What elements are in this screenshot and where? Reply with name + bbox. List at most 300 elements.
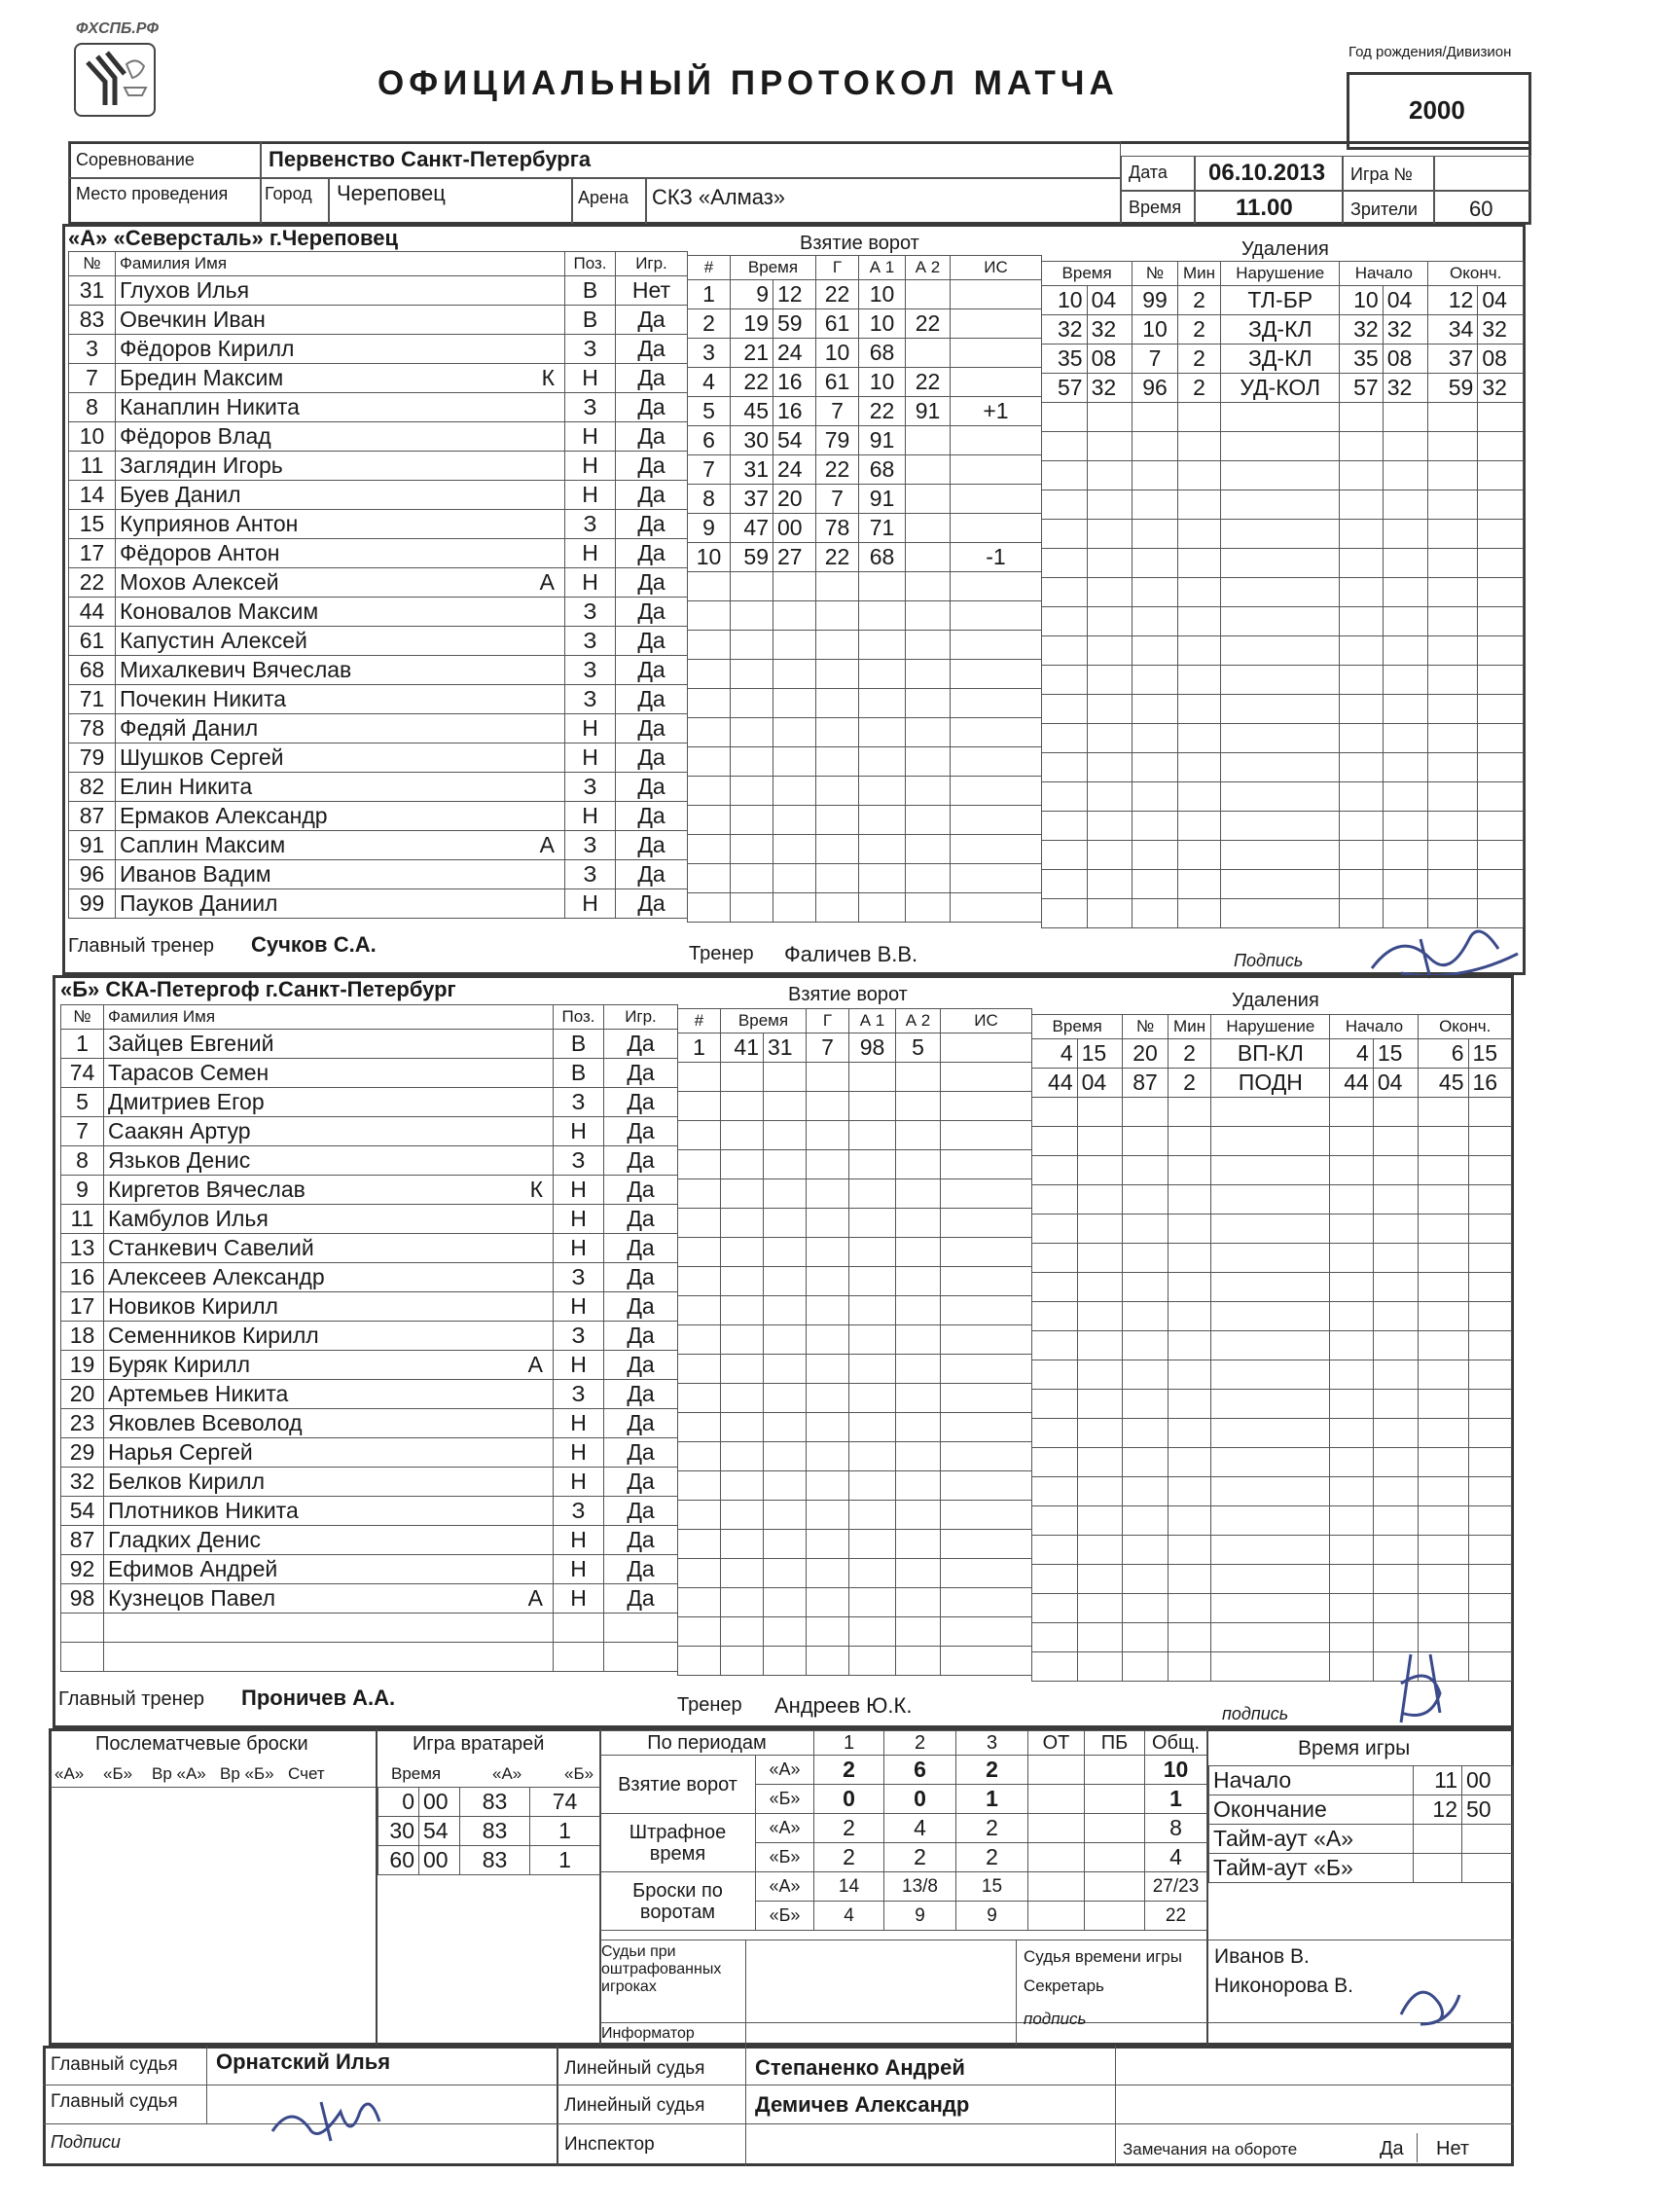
period-col: ПБ — [1085, 1731, 1145, 1756]
empty-row — [678, 1471, 1032, 1501]
player-number: 14 — [69, 481, 116, 510]
goal-second: 24 — [773, 339, 816, 368]
linesman-label-2: Линейный судья — [564, 2095, 705, 2116]
penalty-second: 32 — [1087, 315, 1133, 344]
linesman-2: Демичев Александр — [755, 2092, 970, 2117]
penalty-end-minute: 12 — [1428, 286, 1478, 315]
player-name: Тарасов Семен — [108, 1060, 270, 1085]
goal-minute: 21 — [731, 339, 773, 368]
pen-col-p_viol: Нарушение — [1211, 1015, 1330, 1039]
player-name: Гладких Денис — [108, 1527, 262, 1552]
player-name: Федяй Данил — [120, 715, 259, 741]
col-name: Фамилия Имя — [116, 252, 565, 276]
team-a-roster — [68, 251, 688, 919]
player-name-cell — [104, 1526, 554, 1555]
empty-row — [1032, 1565, 1512, 1594]
empty-row — [688, 747, 1042, 777]
team-b-signature-label: подпись — [1222, 1704, 1289, 1723]
player-played: Да — [616, 539, 688, 568]
player-number: 10 — [69, 422, 116, 452]
empty-row — [1042, 695, 1524, 724]
period-value — [1028, 1814, 1085, 1843]
player-row — [69, 598, 688, 627]
competition-label: Соревнование — [76, 150, 195, 169]
start-minute: 00 — [1462, 1766, 1513, 1795]
penalty-duration: 2 — [1177, 286, 1220, 315]
player-name-cell — [104, 1234, 554, 1263]
period-value — [1028, 1756, 1085, 1785]
player-number: 1 — [61, 1030, 104, 1059]
player-played: Да — [604, 1117, 678, 1146]
goal-row — [688, 397, 1042, 426]
player-played: Да — [616, 831, 688, 860]
player-name-cell — [116, 889, 565, 919]
period-value: 2 — [814, 1814, 884, 1843]
game-time-table — [1208, 1765, 1513, 1883]
penalty-player: 20 — [1123, 1039, 1169, 1069]
penalty-violation: ЗД-КЛ — [1221, 315, 1340, 344]
goal-minute: 41 — [721, 1033, 764, 1063]
player-played: Да — [604, 1234, 678, 1263]
player-name: Куприянов Антон — [120, 511, 299, 536]
empty-row — [678, 1296, 1032, 1325]
player-name: Яковлев Всеволод — [108, 1410, 303, 1435]
player-name: Кузнецов Павел — [108, 1585, 275, 1611]
goal-assist-2 — [906, 426, 951, 455]
goal-strength — [951, 280, 1042, 309]
goal-scorer: 22 — [816, 455, 859, 485]
player-name-cell — [116, 393, 565, 422]
player-played: Да — [604, 1584, 678, 1614]
period-value: 1 — [1145, 1785, 1207, 1814]
penalty-start-minute: 35 — [1340, 344, 1383, 374]
player-position: Н — [565, 481, 616, 510]
empty-row — [1042, 812, 1524, 841]
linesman-1: Степаненко Андрей — [755, 2055, 965, 2080]
penalty-row — [1042, 344, 1524, 374]
date-label: Дата — [1129, 163, 1168, 182]
player-row — [61, 1205, 678, 1234]
penalty-player: 10 — [1133, 315, 1178, 344]
goalie-second: 54 — [419, 1817, 460, 1846]
player-number: 82 — [69, 773, 116, 802]
goalies-columns — [378, 1761, 599, 1787]
goals-col-g_g: Г — [807, 1009, 849, 1033]
player-number: 18 — [61, 1322, 104, 1351]
player-played: Да — [604, 1263, 678, 1292]
empty-row — [688, 835, 1042, 864]
penalty-start-second: 04 — [1373, 1069, 1419, 1098]
player-position: З — [554, 1088, 604, 1117]
penalty-duration: 2 — [1177, 374, 1220, 403]
player-row — [69, 627, 688, 656]
player-position: Н — [554, 1526, 604, 1555]
goal-scorer: 22 — [816, 543, 859, 572]
goal-second: 20 — [773, 485, 816, 514]
player-played: Да — [604, 1409, 678, 1438]
period-value — [1085, 1872, 1145, 1902]
period-value: 2 — [814, 1756, 884, 1785]
player-name: Саплин Максим — [120, 832, 286, 857]
goals-col-g_a2: А 2 — [906, 256, 951, 280]
player-number: 98 — [61, 1584, 104, 1614]
player-played: Да — [616, 743, 688, 773]
player-played: Да — [604, 1468, 678, 1497]
period-value — [1085, 1902, 1145, 1931]
player-name: Буряк Кирилл — [108, 1352, 250, 1377]
empty-row — [678, 1238, 1032, 1267]
timekeeper-value: Иванов В. — [1214, 1945, 1310, 1968]
team-b-goals-title: Взятие ворот — [788, 984, 908, 1005]
player-name-cell — [116, 685, 565, 714]
player-name: Артемьев Никита — [108, 1381, 289, 1406]
player-name-cell — [104, 1555, 554, 1584]
player-played: Да — [616, 714, 688, 743]
goal-second: 54 — [773, 426, 816, 455]
penalty-second: 32 — [1087, 374, 1133, 403]
empty-row — [1032, 1244, 1512, 1273]
player-played: Да — [604, 1555, 678, 1584]
goal-minute: 22 — [731, 368, 773, 397]
goals-col-g_time: Время — [731, 256, 816, 280]
goalie-team-b: 1 — [530, 1817, 600, 1846]
goalie-team-a: 83 — [460, 1846, 530, 1875]
player-number: 9 — [61, 1176, 104, 1205]
player-name: Семенников Кирилл — [108, 1323, 319, 1348]
penalty-duration: 2 — [1177, 344, 1220, 374]
empty-row — [678, 1617, 1032, 1647]
penalty-start-second: 04 — [1383, 286, 1428, 315]
player-name-cell — [104, 1176, 554, 1205]
player-position: Н — [554, 1117, 604, 1146]
player-name-cell — [116, 568, 565, 598]
player-name-cell — [116, 481, 565, 510]
player-role: А — [527, 1585, 543, 1611]
col-num: № — [61, 1005, 104, 1030]
player-position: З — [554, 1322, 604, 1351]
player-name-cell — [116, 627, 565, 656]
player-number: 87 — [69, 802, 116, 831]
player-row — [69, 335, 688, 364]
team-a-penalties-title: Удаления — [1241, 238, 1329, 260]
team-b-coach-label: Тренер — [677, 1694, 742, 1716]
spectators-label: Зрители — [1350, 199, 1418, 219]
penalty-second: 04 — [1077, 1069, 1123, 1098]
period-value — [1028, 1872, 1085, 1902]
player-number: 87 — [61, 1526, 104, 1555]
goal-assist-2: 22 — [906, 368, 951, 397]
player-number: 7 — [61, 1117, 104, 1146]
player-role: А — [539, 569, 555, 595]
player-name-cell — [104, 1322, 554, 1351]
player-name: Почекин Никита — [120, 686, 287, 711]
period-value — [1028, 1843, 1085, 1872]
period-value — [1085, 1814, 1145, 1843]
penalty-end-minute: 45 — [1419, 1069, 1468, 1098]
player-name: Ефимов Андрей — [108, 1556, 278, 1581]
period-col: 1 — [814, 1731, 884, 1756]
player-position: З — [565, 393, 616, 422]
team-b-signature — [1382, 1645, 1469, 1732]
player-name: Мохов Алексей — [120, 569, 279, 595]
empty-row — [678, 1530, 1032, 1559]
penalty-end-minute: 37 — [1428, 344, 1478, 374]
period-value: 8 — [1145, 1814, 1207, 1843]
period-value: 2 — [956, 1814, 1028, 1843]
goals-col-g_time: Время — [721, 1009, 807, 1033]
goal-assist-2 — [906, 339, 951, 368]
pen-col-p_min: Мин — [1168, 1015, 1210, 1039]
penalty-player: 7 — [1133, 344, 1178, 374]
goal-assist-1: 91 — [859, 485, 906, 514]
player-played: Да — [616, 568, 688, 598]
empty-row — [1032, 1360, 1512, 1390]
goalie-team-b: 74 — [530, 1788, 600, 1817]
player-name-cell — [116, 743, 565, 773]
period-team: «Б» — [756, 1902, 814, 1931]
goal-strength — [941, 1033, 1032, 1063]
pen-col-p_start: Начало — [1330, 1015, 1419, 1039]
start-hour: 11 — [1414, 1766, 1462, 1795]
player-name-cell — [116, 656, 565, 685]
team-b-head-coach: Проничев А.А. — [241, 1686, 396, 1710]
shootout-col: Вр «А» — [152, 1764, 206, 1783]
goalies-table — [378, 1787, 600, 1875]
goal-number: 8 — [688, 485, 731, 514]
player-row — [61, 1234, 678, 1263]
penalty-row — [1042, 286, 1524, 315]
empty-row — [678, 1092, 1032, 1121]
player-played: Да — [604, 1351, 678, 1380]
penalty-row — [1032, 1069, 1512, 1098]
col-played: Игр. — [616, 252, 688, 276]
col-pos: Поз. — [565, 252, 616, 276]
goal-strength: -1 — [951, 543, 1042, 572]
player-number: 96 — [69, 860, 116, 889]
goal-row — [688, 339, 1042, 368]
player-name-cell — [104, 1205, 554, 1234]
period-value: 14 — [814, 1872, 884, 1902]
period-value: 27/23 — [1145, 1872, 1207, 1902]
team-a-coach: Фаличев В.В. — [784, 942, 918, 966]
player-played: Да — [604, 1088, 678, 1117]
penalties-header — [1042, 262, 1524, 286]
empty-row — [678, 1588, 1032, 1617]
pen-col-p_min: Мин — [1177, 262, 1220, 286]
time-value: 11.00 — [1236, 195, 1293, 221]
player-row — [69, 802, 688, 831]
player-role: К — [541, 365, 555, 390]
player-played: Да — [616, 860, 688, 889]
pen-col-p_num: № — [1133, 262, 1178, 286]
periods-title: По периодам — [600, 1731, 814, 1756]
goalie-row — [378, 1817, 600, 1846]
empty-row — [1042, 607, 1524, 636]
goal-assist-1: 91 — [859, 426, 906, 455]
player-position: Н — [554, 1438, 604, 1468]
penalty-start-second: 15 — [1373, 1039, 1419, 1069]
penalty-violation: ЗД-КЛ — [1221, 344, 1340, 374]
player-name: Фёдоров Кирилл — [120, 336, 295, 361]
penalty-violation: ПОДН — [1211, 1069, 1330, 1098]
timekeeper-label: Судья времени игры — [1024, 1947, 1182, 1966]
remarks-label: Замечания на обороте — [1123, 2140, 1298, 2158]
period-row — [600, 1756, 1207, 1785]
player-name-cell — [104, 1438, 554, 1468]
goal-minute: 37 — [731, 485, 773, 514]
goalies-col: «А» — [492, 1764, 522, 1783]
empty-row — [1032, 1127, 1512, 1156]
goal-assist-2 — [906, 514, 951, 543]
player-number: 17 — [69, 539, 116, 568]
penalty-start-minute: 10 — [1340, 286, 1383, 315]
player-played: Да — [604, 1380, 678, 1409]
player-position: З — [565, 627, 616, 656]
period-team: «А» — [756, 1872, 814, 1902]
goalie-minute: 30 — [378, 1817, 419, 1846]
end-minute: 50 — [1462, 1795, 1513, 1825]
inspector-label: Инспектор — [564, 2134, 655, 2155]
penalty-judges-label: Судьи при оштрафованных игроках — [601, 1943, 722, 1995]
player-position: З — [565, 685, 616, 714]
goal-assist-1: 71 — [859, 514, 906, 543]
player-name-cell — [116, 831, 565, 860]
player-position: Н — [554, 1584, 604, 1614]
player-number: 11 — [69, 452, 116, 481]
period-value: 4 — [1145, 1843, 1207, 1872]
empty-row — [1042, 549, 1524, 578]
goal-minute: 47 — [731, 514, 773, 543]
goal-assist-2 — [906, 455, 951, 485]
team-a-title: «А» «Северсталь» г.Череповец — [68, 226, 398, 250]
player-name: Овечкин Иван — [120, 307, 266, 332]
team-b-penalties-title: Удаления — [1232, 990, 1319, 1011]
goal-assist-2: 22 — [906, 309, 951, 339]
penalty-start-second: 32 — [1383, 374, 1428, 403]
player-row — [61, 1351, 678, 1380]
player-name: Язьков Денис — [108, 1147, 251, 1173]
empty-row — [1032, 1185, 1512, 1215]
player-position: Н — [565, 364, 616, 393]
player-name-cell — [104, 1351, 554, 1380]
penalty-minute: 4 — [1032, 1039, 1078, 1069]
empty-row — [1032, 1477, 1512, 1506]
period-value: 4 — [814, 1902, 884, 1931]
goal-assist-1: 68 — [859, 455, 906, 485]
player-played: Да — [604, 1497, 678, 1526]
goal-scorer: 7 — [807, 1033, 849, 1063]
empty-row — [1042, 490, 1524, 520]
empty-row — [1042, 432, 1524, 461]
goals-col-g_is: ИС — [951, 256, 1042, 280]
goal-number: 10 — [688, 543, 731, 572]
empty-row — [678, 1384, 1032, 1413]
player-row — [69, 568, 688, 598]
empty-row — [1032, 1506, 1512, 1536]
goal-scorer: 61 — [816, 368, 859, 397]
goal-scorer: 78 — [816, 514, 859, 543]
player-number: 20 — [61, 1380, 104, 1409]
player-row — [69, 452, 688, 481]
player-number: 74 — [61, 1059, 104, 1088]
competition-value: Первенство Санкт-Петербурга — [269, 147, 592, 171]
empty-row — [688, 572, 1042, 601]
player-played: Да — [604, 1205, 678, 1234]
goal-number: 4 — [688, 368, 731, 397]
penalty-end-minute: 34 — [1428, 315, 1478, 344]
player-position: З — [565, 598, 616, 627]
goalie-second: 00 — [419, 1788, 460, 1817]
penalty-end-second: 04 — [1478, 286, 1524, 315]
player-name-cell — [116, 364, 565, 393]
empty-row — [678, 1179, 1032, 1209]
player-name-cell — [104, 1059, 554, 1088]
player-number: 11 — [61, 1205, 104, 1234]
penalty-end-second: 16 — [1468, 1069, 1511, 1098]
goal-assist-2 — [906, 543, 951, 572]
player-position: Н — [554, 1205, 604, 1234]
empty-row — [678, 1209, 1032, 1238]
player-name: Зайцев Евгений — [108, 1031, 274, 1056]
goal-assist-2 — [906, 485, 951, 514]
player-played: Да — [604, 1176, 678, 1205]
player-played: Да — [616, 510, 688, 539]
period-team: «Б» — [756, 1843, 814, 1872]
empty-row — [678, 1355, 1032, 1384]
goal-row — [688, 309, 1042, 339]
empty-row — [678, 1501, 1032, 1530]
col-played: Игр. — [604, 1005, 678, 1030]
goal-minute: 30 — [731, 426, 773, 455]
player-name: Новиков Кирилл — [108, 1293, 278, 1319]
player-row — [69, 714, 688, 743]
player-position: В — [554, 1030, 604, 1059]
team-b-roster — [60, 1004, 678, 1672]
goal-row — [688, 514, 1042, 543]
player-name-cell — [104, 1468, 554, 1497]
empty-row — [1032, 1215, 1512, 1244]
goal-second: 31 — [764, 1033, 807, 1063]
main-ref-label-1: Главный судья — [51, 2054, 178, 2075]
goal-second: 16 — [773, 368, 816, 397]
goal-scorer: 79 — [816, 426, 859, 455]
shootout-col: «А» — [54, 1764, 85, 1783]
player-number: 3 — [69, 335, 116, 364]
main-ref-label-2: Главный судья — [51, 2091, 178, 2112]
penalty-minute: 57 — [1042, 374, 1088, 403]
player-row — [69, 773, 688, 802]
player-name-cell — [116, 306, 565, 335]
player-number: 16 — [61, 1263, 104, 1292]
empty-row — [688, 777, 1042, 806]
player-row — [69, 889, 688, 919]
player-row — [61, 1088, 678, 1117]
goal-second: 27 — [773, 543, 816, 572]
player-name-cell — [104, 1380, 554, 1409]
player-name: Михалкевич Вячеслав — [120, 657, 352, 682]
goal-second: 59 — [773, 309, 816, 339]
penalty-minute: 35 — [1042, 344, 1088, 374]
empty-row — [678, 1325, 1032, 1355]
empty-row — [1032, 1156, 1512, 1185]
player-row — [61, 1468, 678, 1497]
goal-minute: 59 — [731, 543, 773, 572]
player-played: Да — [616, 452, 688, 481]
goal-second: 00 — [773, 514, 816, 543]
player-played: Да — [616, 598, 688, 627]
period-value — [1028, 1785, 1085, 1814]
player-played: Да — [616, 306, 688, 335]
